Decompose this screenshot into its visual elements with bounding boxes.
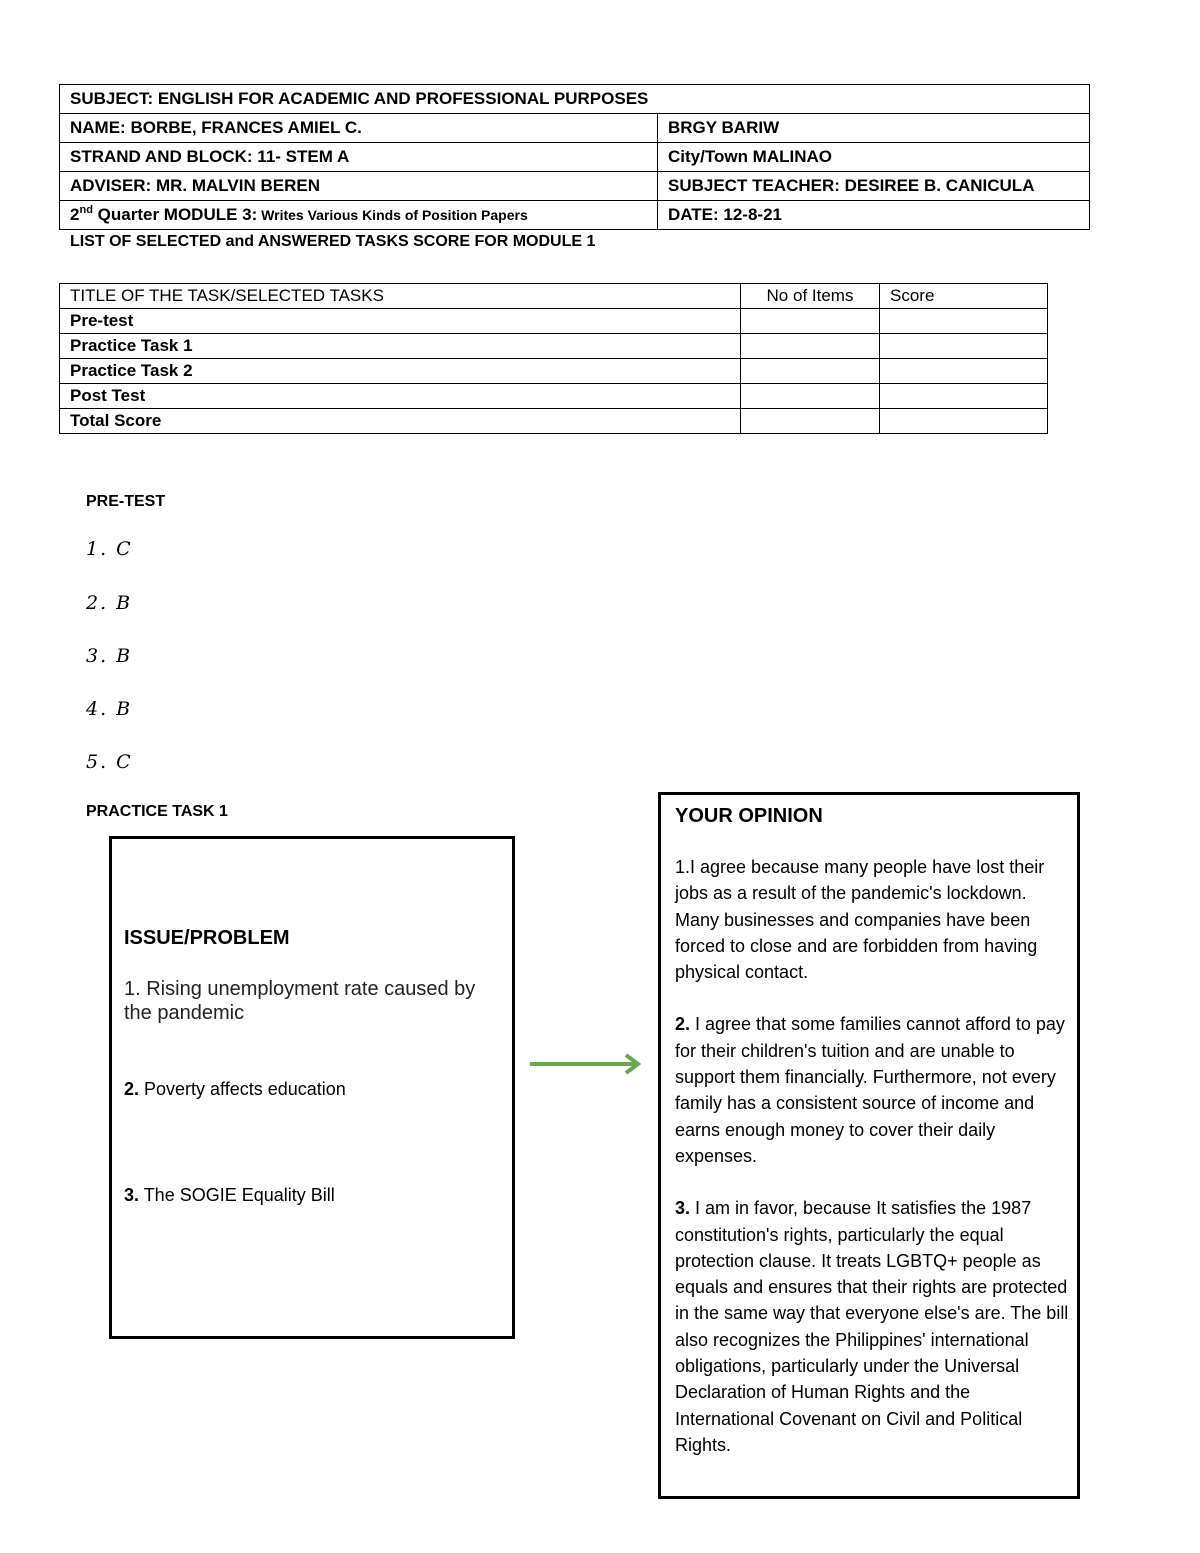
score-cell — [880, 334, 1048, 359]
arrow-right-icon — [528, 1050, 644, 1078]
task-score-table — [59, 283, 1048, 434]
quarter-number: 2 — [70, 205, 80, 224]
issue-item: 1. Rising unemployment rate caused by the pandemic — [124, 978, 476, 1024]
pretest-answer: 3. B — [86, 645, 133, 667]
opinion-paragraph — [675, 1195, 1069, 1458]
issue-item — [124, 1079, 346, 1100]
issue-number: 2. — [124, 1079, 140, 1099]
score-cell — [880, 384, 1048, 409]
opinion-body — [675, 854, 1069, 1458]
quarter-label: Quarter MODULE 3: — [92, 205, 258, 224]
issue-text: Poverty affects education — [139, 1079, 346, 1099]
items-cell — [741, 384, 880, 409]
opinion-paragraph — [675, 1011, 1069, 1169]
score-cell — [880, 359, 1048, 384]
score-cell — [880, 409, 1048, 434]
issue-problem-box — [109, 836, 515, 1339]
opinion-text: I agree that some families cannot afford to pay for their children's tuition and are unable to support them financially. Furthermore, not every family has a consistent source of income and earns enough money to cover their daily expenses. — [675, 1014, 1065, 1166]
issue-text: The SOGIE Equality Bill — [139, 1185, 335, 1205]
items-cell — [741, 359, 880, 384]
issue-item — [124, 1185, 335, 1206]
table-row — [60, 409, 1048, 434]
score-cell — [880, 309, 1048, 334]
strand-cell: STRAND AND BLOCK: 11- STEM A — [60, 143, 658, 172]
quarter-module-cell — [60, 201, 658, 230]
table-row — [60, 309, 1048, 334]
task-list-title: LIST OF SELECTED and ANSWERED TASKS SCORE FOR MODULE 1 — [70, 233, 596, 250]
adviser-cell: ADVISER: MR. MALVIN BEREN — [60, 172, 658, 201]
pretest-answer: 2. B — [86, 592, 133, 614]
score-header: Score — [880, 284, 1048, 309]
teacher-cell: SUBJECT TEACHER: DESIREE B. CANICULA — [658, 172, 1090, 201]
practice-task-heading: PRACTICE TASK 1 — [86, 803, 228, 820]
task-name: Total Score — [60, 409, 741, 434]
date-cell: DATE: 12-8-21 — [658, 201, 1090, 230]
brgy-cell: BRGY BARIW — [658, 114, 1090, 143]
items-cell — [741, 334, 880, 359]
items-header: No of Items — [741, 284, 880, 309]
pretest-answer: 4. B — [86, 698, 133, 720]
student-info-table — [59, 84, 1090, 230]
task-name: Pre-test — [60, 309, 741, 334]
task-name: Practice Task 1 — [60, 334, 741, 359]
module-description: Writes Various Kinds of Position Papers — [257, 207, 528, 223]
opinion-title: YOUR OPINION — [675, 805, 823, 827]
opinion-number: 2. — [675, 1014, 691, 1035]
table-row — [60, 334, 1048, 359]
pretest-answer: 1. C — [86, 538, 133, 560]
task-name: Practice Task 2 — [60, 359, 741, 384]
opinion-text: I am in favor, because It satisfies the 1987 constitution's rights, particularly the equal protection clause. It treats LGBTQ+ people as equals and ensures that their rights are protected in the same way that everyone else's are. The bill also recognizes the Philippines' international obligations, particularly under the Universal Declaration of Human Rights and the International Covenant on Civil and Political Rights. — [675, 1198, 1069, 1455]
town-cell: City/Town MALINAO — [658, 143, 1090, 172]
quarter-suffix: nd — [79, 204, 93, 216]
opinion-paragraph: 1.I agree because many people have lost their jobs as a result of the pandemic's lockdown. Many businesses and companies have been forced to close and are forbidden from having physical contact. — [675, 857, 1045, 983]
issue-number: 3. — [124, 1185, 140, 1205]
issue-title: ISSUE/PROBLEM — [124, 927, 290, 949]
your-opinion-box — [658, 792, 1080, 1499]
table-row — [60, 384, 1048, 409]
pretest-answer: 5. C — [86, 751, 133, 773]
opinion-number: 3. — [675, 1198, 691, 1219]
items-cell — [741, 309, 880, 334]
subject-cell: SUBJECT: ENGLISH FOR ACADEMIC AND PROFESSIONAL PURPOSES — [60, 85, 1090, 114]
table-row — [60, 359, 1048, 384]
name-cell: NAME: BORBE, FRANCES AMIEL C. — [60, 114, 658, 143]
task-title-header: TITLE OF THE TASK/SELECTED TASKS — [60, 284, 741, 309]
items-cell — [741, 409, 880, 434]
pretest-heading: PRE-TEST — [86, 493, 166, 510]
table-header-row — [60, 284, 1048, 309]
task-name: Post Test — [60, 384, 741, 409]
